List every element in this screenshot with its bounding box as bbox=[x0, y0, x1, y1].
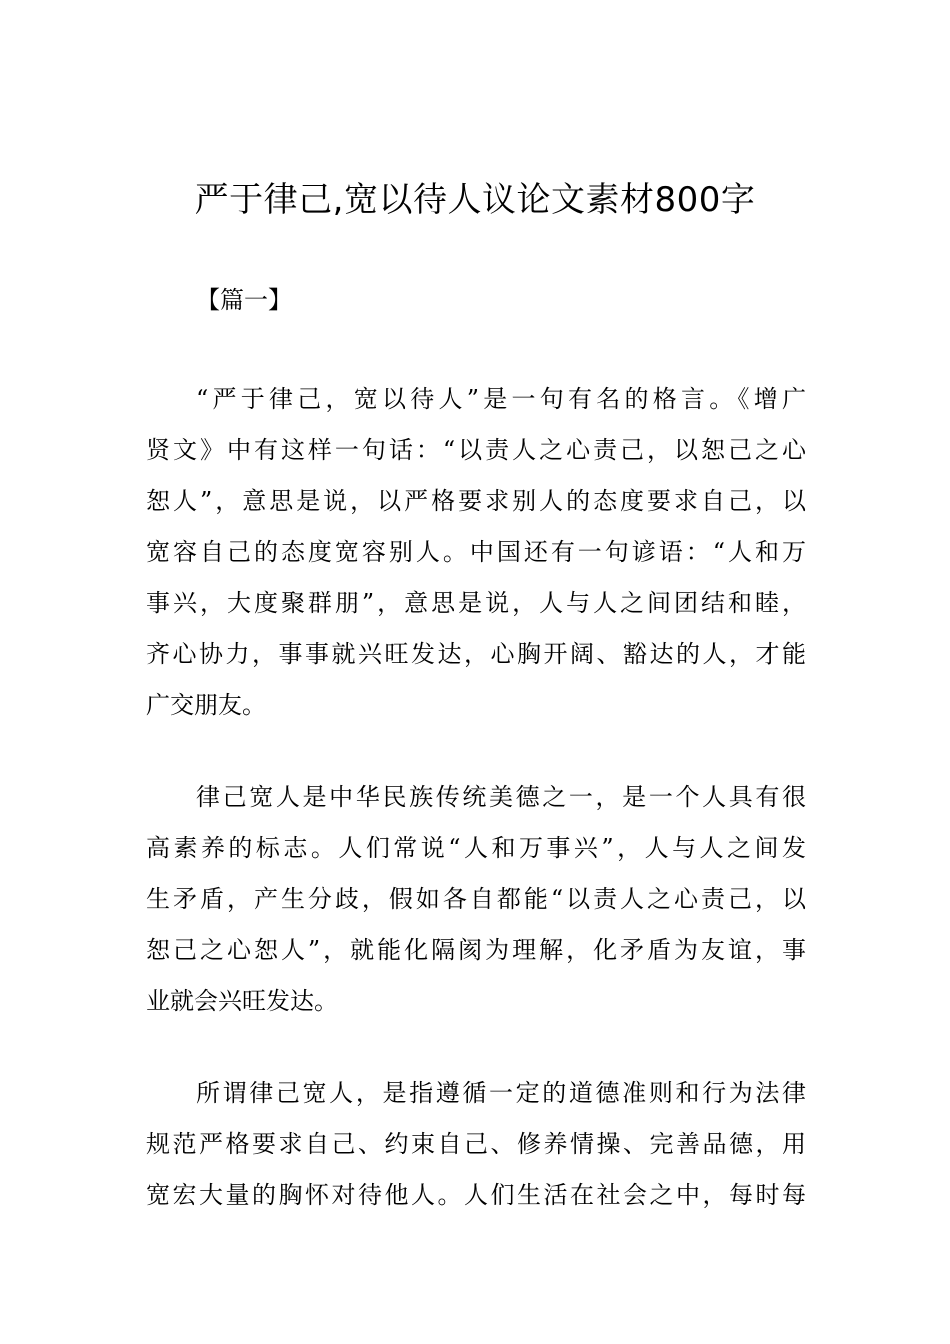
paragraph-1 bbox=[146, 374, 806, 731]
paragraph-line: 贤文》中有这样一句话：“以责人之心责己，以恕己之心 bbox=[146, 436, 806, 464]
paragraph-line: 律己宽人是中华民族传统美德之一，是一个人具有很 bbox=[196, 783, 806, 811]
section-label: 【篇一】 bbox=[196, 286, 292, 314]
paragraph-3 bbox=[146, 1068, 806, 1221]
paragraph-line: “严于律己，宽以待人”是一句有名的格言。《增广 bbox=[196, 385, 806, 413]
paragraph-line: 恕人”，意思是说，以严格要求别人的态度要求自己，以 bbox=[146, 487, 806, 515]
paragraph-line: 广交朋友。 bbox=[146, 691, 266, 719]
paragraph-line: 生矛盾，产生分歧，假如各自都能“以责人之心责己，以 bbox=[146, 885, 806, 913]
paragraph-line: 事兴，大度聚群朋”，意思是说，人与人之间团结和睦， bbox=[146, 589, 806, 617]
paragraph-2 bbox=[146, 772, 806, 1027]
paragraph-line: 所谓律己宽人，是指遵循一定的道德准则和行为法律 bbox=[196, 1079, 806, 1107]
paragraph-line: 规范严格要求自己、约束自己、修养情操、完善品德，用 bbox=[146, 1130, 806, 1158]
paragraph-line: 高素养的标志。人们常说“人和万事兴”，人与人之间发 bbox=[146, 834, 806, 862]
paragraph-line: 齐心协力，事事就兴旺发达，心胸开阔、豁达的人，才能 bbox=[146, 640, 806, 668]
paragraph-line: 业就会兴旺发达。 bbox=[146, 987, 338, 1015]
paragraph-line: 恕己之心恕人”，就能化隔阂为理解，化矛盾为友谊，事 bbox=[146, 936, 806, 964]
paragraph-line: 宽宏大量的胸怀对待他人。人们生活在社会之中，每时每 bbox=[146, 1181, 806, 1209]
document-title: 严于律己,宽以待人议论文素材800字 bbox=[194, 180, 756, 220]
paragraph-line: 宽容自己的态度宽容别人。中国还有一句谚语：“人和万 bbox=[146, 538, 806, 566]
